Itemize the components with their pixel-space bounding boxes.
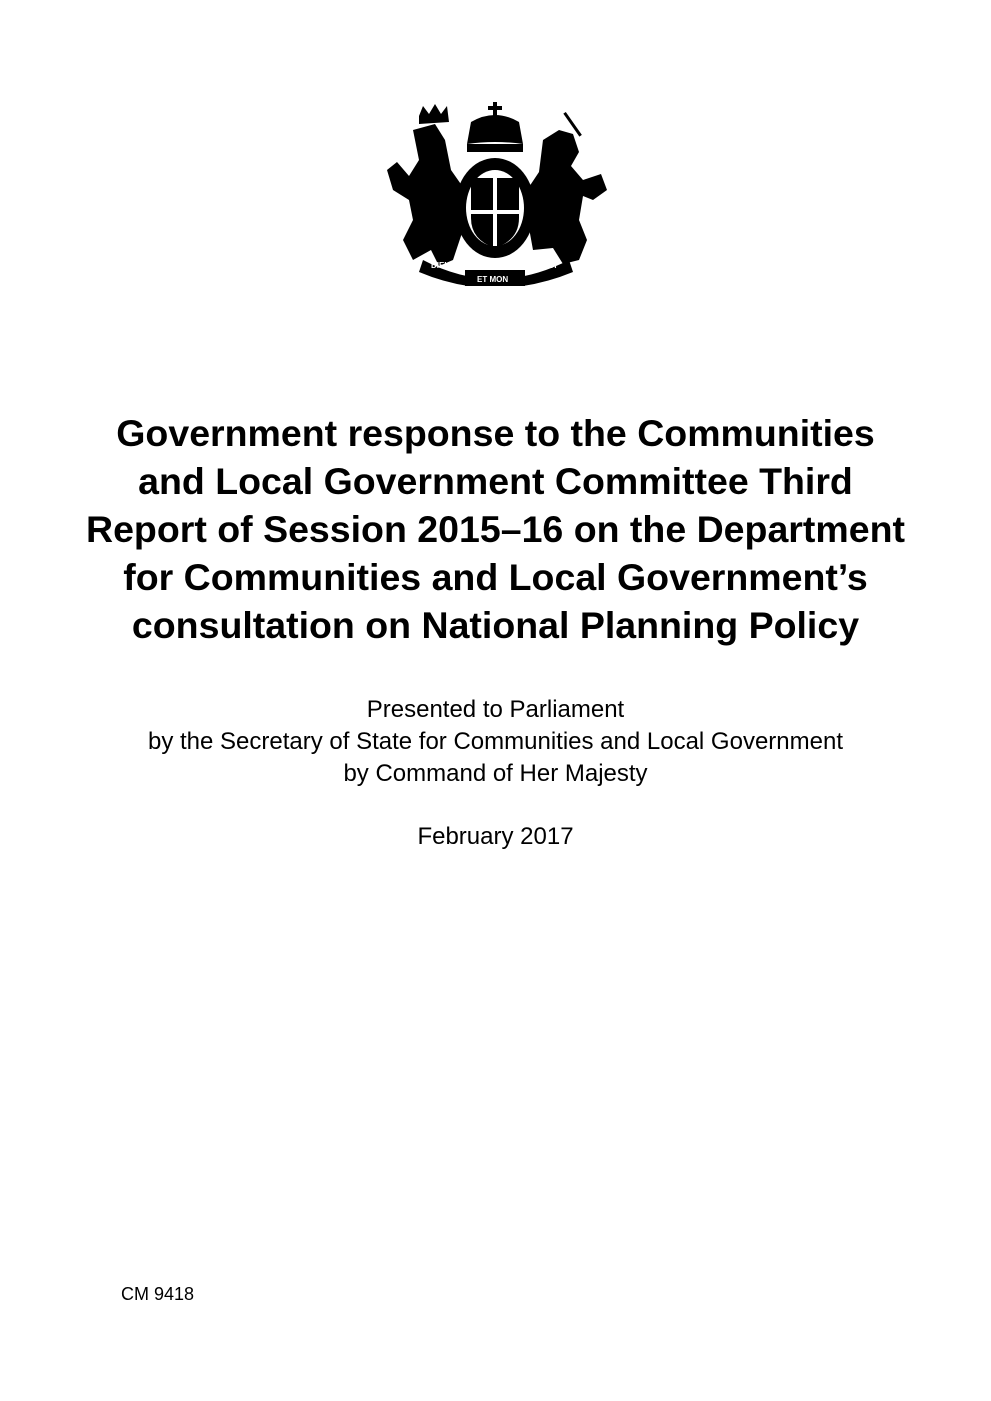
- title-line: and Local Government Committee Third: [138, 460, 853, 502]
- crest-motto-droit: DROIT: [533, 261, 558, 270]
- presentation-line: Presented to Parliament: [366, 696, 625, 723]
- crest-motto-et-mon: ET MON: [477, 275, 509, 284]
- title-line: consultation on National Planning Policy: [131, 604, 860, 646]
- presentation-line: by the Secretary of State for Communities and Local Government: [147, 728, 843, 755]
- document-title: [0, 409, 991, 649]
- title-line: Report of Session 2015–16 on the Department: [86, 508, 905, 550]
- royal-coat-of-arms: [383, 100, 609, 286]
- title-line: Government response to the Communities: [116, 412, 875, 454]
- publication-date: February 2017: [417, 823, 574, 850]
- command-paper-number: CM 9418: [121, 1284, 195, 1304]
- royal-coat-of-arms-icon: [383, 100, 609, 286]
- title-line: for Communities and Local Government’s: [123, 556, 868, 598]
- presentation-statement: [0, 694, 991, 790]
- crest-motto-dieu: DIEU: [431, 261, 451, 270]
- presentation-line: by Command of Her Majesty: [343, 760, 648, 787]
